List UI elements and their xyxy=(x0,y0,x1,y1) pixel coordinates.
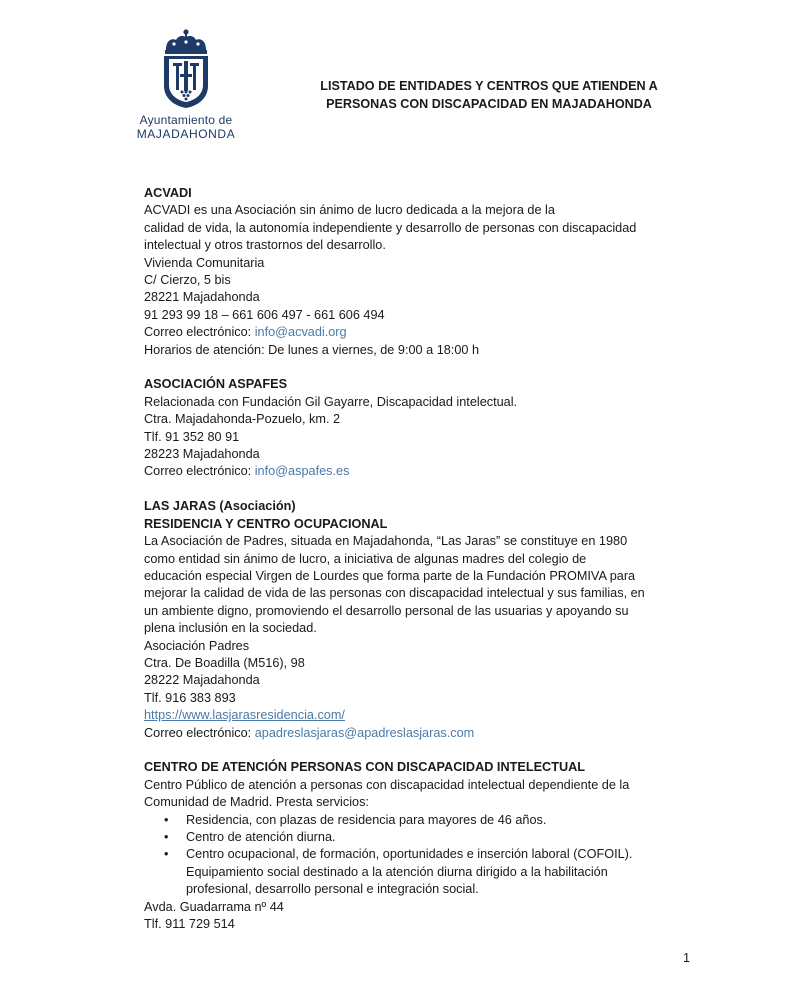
list-item: • Centro de atención diurna. xyxy=(144,829,699,846)
acvadi-service: Vivienda Comunitaria xyxy=(144,255,265,270)
bullet3-line1: • Centro ocupacional, de formación, oportunidades e inserción laboral (COFOIL). xyxy=(186,847,633,862)
lasjaras-desc-line2: como entidad sin ánimo de lucro, a iniciativa de algunas madres del colegio de xyxy=(144,551,587,566)
title-line-1: LISTADO DE ENTIDADES Y CENTROS QUE ATIENDEN A xyxy=(320,79,658,93)
bullet3-line3: profesional, desarrollo personal e integración social. xyxy=(186,882,479,897)
lasjaras-phone: Tlf. 916 383 893 xyxy=(144,690,236,705)
acvadi-address: C/ Cierzo, 5 bis xyxy=(144,273,231,288)
lasjaras-desc-line1: La Asociación de Padres, situada en Majadahonda, “Las Jaras” se constituye en 1980 xyxy=(144,534,628,549)
lasjaras-website-link[interactable]: https://www.lasjarasresidencia.com/ xyxy=(144,708,345,723)
municipal-logo xyxy=(128,28,244,141)
logo-text-line1: Ayuntamiento de xyxy=(139,113,233,127)
acvadi-desc-line1: ACVADI es una Asociación sin ánimo de lucro dedicada a la mejora de la xyxy=(144,203,555,218)
coat-of-arms-icon xyxy=(160,28,212,110)
acvadi-phones: 91 293 99 18 – 661 606 497 - 661 606 494 xyxy=(144,307,385,322)
lasjaras-desc-line5: un ambiente digno, promoviendo el desarrollo personal de las usuarias y apoyando su xyxy=(144,603,629,618)
aspafes-postal: 28223 Majadahonda xyxy=(144,447,260,462)
acvadi-desc-line2: calidad de vida, la autonomía independiente y desarrollo de personas con discapacidad xyxy=(144,220,637,235)
lasjaras-desc-line6: plena inclusión en la sociedad. xyxy=(144,621,317,636)
lasjaras-section xyxy=(144,498,699,742)
centro-desc-line1: Centro Público de atención a personas con discapacidad intelectual dependiente de la xyxy=(144,777,630,792)
aspafes-address: Ctra. Majadahonda-Pozuelo, km. 2 xyxy=(144,412,341,427)
centro-section xyxy=(144,759,699,933)
lasjaras-subheading: RESIDENCIA Y CENTRO OCUPACIONAL xyxy=(144,516,388,531)
aspafes-email-row xyxy=(144,463,699,480)
acvadi-email-label: Correo electrónico: xyxy=(144,325,255,340)
list-item: • Residencia, con plazas de residencia para mayores de 46 años. xyxy=(144,812,699,829)
aspafes-section xyxy=(144,376,699,480)
bullet3-line2: Equipamiento social destinado a la atención diurna dirigido a la habilitación xyxy=(186,864,608,879)
lasjaras-email-row xyxy=(144,725,699,742)
centro-desc-line2: Comunidad de Madrid. Presta servicios: xyxy=(144,795,369,810)
acvadi-heading: ACVADI xyxy=(144,186,192,200)
list-item xyxy=(144,846,699,898)
acvadi-hours: Horarios de atención: De lunes a viernes, de 9:00 a 18:00 h xyxy=(144,342,480,357)
lasjaras-postal: 28222 Majadahonda xyxy=(144,673,260,688)
acvadi-email-row xyxy=(144,324,699,341)
lasjaras-heading: LAS JARAS (Asociación) xyxy=(144,499,296,514)
centro-services-list xyxy=(144,812,699,899)
document-title xyxy=(300,77,678,113)
lasjaras-address: Ctra. De Boadilla (M516), 98 xyxy=(144,655,305,670)
acvadi-email-link[interactable]: info@acvadi.org xyxy=(254,325,347,340)
lasjaras-desc-line3: educación especial Virgen de Lourdes que forma parte de la Fundación PROMIVA para xyxy=(144,568,636,583)
page-number: 1 xyxy=(683,951,691,965)
lasjaras-email-label: Correo electrónico: xyxy=(144,725,255,740)
document-body xyxy=(144,185,699,951)
acvadi-postal: 28221 Majadahonda xyxy=(144,290,260,305)
aspafes-email-link[interactable]: info@aspafes.es xyxy=(254,464,350,479)
centro-phone: Tlf. 911 729 514 xyxy=(144,917,235,932)
centro-heading: CENTRO DE ATENCIÓN PERSONAS CON DISCAPACIDAD INTELECTUAL xyxy=(144,760,586,775)
lasjaras-desc-line4: mejorar la calidad de vida de las personas con discapacidad intelectual y sus familias, en xyxy=(144,586,645,601)
acvadi-section xyxy=(144,185,699,359)
aspafes-heading: ASOCIACIÓN ASPAFES xyxy=(144,377,288,392)
centro-address: Avda. Guadarrama nº 44 xyxy=(144,899,284,914)
aspafes-phone: Tlf. 91 352 80 91 xyxy=(144,429,240,444)
acvadi-desc-line3: intelectual y otros trastornos del desarrollo. xyxy=(144,238,386,253)
logo-text-line2: MAJADAHONDA xyxy=(136,127,236,141)
lasjaras-association: Asociación Padres xyxy=(144,638,250,653)
aspafes-desc: Relacionada con Fundación Gil Gayarre, Discapacidad intelectual. xyxy=(144,394,518,409)
aspafes-email-label: Correo electrónico: xyxy=(144,464,255,479)
title-line-2: PERSONAS CON DISCAPACIDAD EN MAJADAHONDA xyxy=(326,97,652,111)
lasjaras-email-link[interactable]: apadreslasjaras@apadreslasjaras.com xyxy=(254,725,475,740)
